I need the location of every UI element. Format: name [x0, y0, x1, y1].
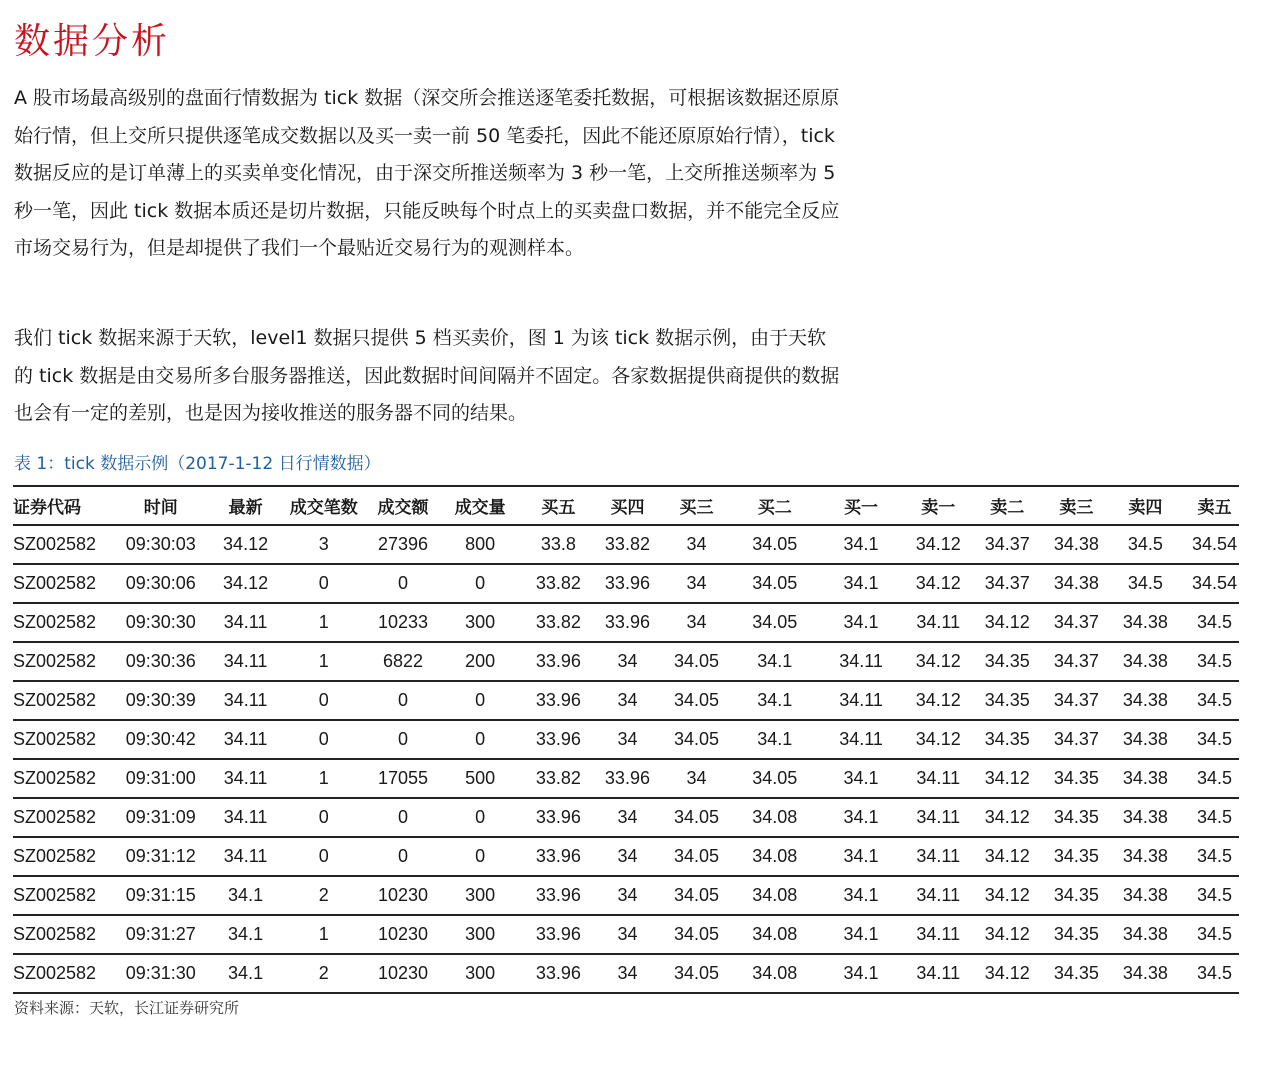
- column-header: 成交额: [359, 486, 446, 525]
- column-header: 卖二: [963, 486, 1052, 525]
- table-cell: 34.5: [1190, 642, 1239, 681]
- table-cell: 34.11: [914, 798, 963, 837]
- table-cell: 300: [447, 915, 514, 954]
- table-cell: 34.37: [1052, 681, 1101, 720]
- table-row: [13, 915, 1239, 954]
- column-header: 卖四: [1101, 486, 1190, 525]
- table-cell: 34.11: [808, 681, 914, 720]
- table-cell: 34.1: [203, 876, 288, 915]
- table-cell: 34.37: [1052, 603, 1101, 642]
- table-cell: 09:30:06: [119, 564, 203, 603]
- table-cell: 09:31:00: [119, 759, 203, 798]
- table-cell: 2: [288, 954, 359, 993]
- table-cell: 34.35: [1052, 798, 1101, 837]
- table-cell: 34.12: [963, 759, 1052, 798]
- table-cell: 34.35: [1052, 915, 1101, 954]
- table-row: [13, 720, 1239, 759]
- column-header: 成交量: [447, 486, 514, 525]
- table-cell: 34: [603, 837, 652, 876]
- table-cell: 0: [447, 681, 514, 720]
- table-cell: 34.5: [1190, 954, 1239, 993]
- table-cell: 34: [652, 564, 741, 603]
- table-cell: SZ002582: [13, 681, 119, 720]
- table-cell: 09:30:36: [119, 642, 203, 681]
- table-cell: 34: [603, 720, 652, 759]
- table-cell: 0: [447, 798, 514, 837]
- table-cell: 33.82: [514, 603, 603, 642]
- table-cell: 34.5: [1190, 837, 1239, 876]
- table-cell: 34.5: [1190, 798, 1239, 837]
- column-header: 卖五: [1190, 486, 1239, 525]
- table-cell: 1: [288, 642, 359, 681]
- table-cell: 33.96: [514, 642, 603, 681]
- table-cell: 10230: [359, 876, 446, 915]
- table-cell: 34.05: [652, 876, 741, 915]
- table-row: [13, 564, 1239, 603]
- table-cell: 3: [288, 525, 359, 564]
- table-cell: 34.11: [808, 720, 914, 759]
- table-cell: 10230: [359, 915, 446, 954]
- table-cell: 34.05: [741, 759, 808, 798]
- column-header: 买二: [741, 486, 808, 525]
- table-cell: 34: [603, 642, 652, 681]
- table-cell: 09:31:15: [119, 876, 203, 915]
- table-cell: 34.05: [652, 681, 741, 720]
- table-cell: 09:31:12: [119, 837, 203, 876]
- table-cell: 34.1: [808, 525, 914, 564]
- table-cell: 34.35: [1052, 759, 1101, 798]
- table-cell: 34.38: [1101, 876, 1190, 915]
- table-cell: 34.38: [1052, 525, 1101, 564]
- table-cell: 34.35: [1052, 837, 1101, 876]
- table-cell: 0: [359, 681, 446, 720]
- table-cell: 0: [359, 798, 446, 837]
- table-cell: 34: [603, 954, 652, 993]
- table-cell: 500: [447, 759, 514, 798]
- table-cell: 6822: [359, 642, 446, 681]
- column-header: 卖一: [914, 486, 963, 525]
- source-paragraph: 我们 tick 数据来源于天软，level1 数据只提供 5 档买卖价，图 1 为该 tick 数据示例，由于天软的 tick 数据是由交易所多台服务器推送，因此数据时间间隔并不固定。各家数据提供商提供的数据也会有一定的差别，也是因为接收推送的服务器不同的结果。: [14, 327, 840, 424]
- table-cell: 34.37: [963, 564, 1052, 603]
- table-cell: 33.82: [514, 564, 603, 603]
- table-cell: 33.82: [514, 759, 603, 798]
- table-cell: 33.96: [514, 837, 603, 876]
- table-cell: 34.05: [652, 915, 741, 954]
- table-cell: 33.96: [514, 876, 603, 915]
- table-cell: 33.8: [514, 525, 603, 564]
- table-cell: SZ002582: [13, 603, 119, 642]
- table-cell: 33.96: [514, 915, 603, 954]
- table-cell: 300: [447, 876, 514, 915]
- table-cell: 34.1: [203, 954, 288, 993]
- table-cell: 34.5: [1101, 525, 1190, 564]
- table-cell: 34.11: [203, 759, 288, 798]
- table-row: [13, 525, 1239, 564]
- table-cell: 09:30:42: [119, 720, 203, 759]
- table-cell: 34.05: [652, 720, 741, 759]
- table-cell: 34.12: [203, 564, 288, 603]
- column-header: 买四: [603, 486, 652, 525]
- table-cell: 10233: [359, 603, 446, 642]
- table-cell: 34.38: [1101, 759, 1190, 798]
- table-cell: 0: [447, 720, 514, 759]
- table-cell: 33.96: [603, 564, 652, 603]
- table-cell: 10230: [359, 954, 446, 993]
- table-cell: 09:31:30: [119, 954, 203, 993]
- table-cell: 34.08: [741, 954, 808, 993]
- table-cell: 34.12: [963, 915, 1052, 954]
- table-cell: 34.35: [963, 681, 1052, 720]
- table-cell: 34.11: [203, 642, 288, 681]
- table-cell: 34.11: [203, 798, 288, 837]
- column-header: 最新: [203, 486, 288, 525]
- table-cell: 34: [603, 915, 652, 954]
- table-cell: 34.12: [963, 603, 1052, 642]
- table-cell: 34.11: [914, 759, 963, 798]
- table-cell: 0: [359, 564, 446, 603]
- table-cell: 34: [603, 876, 652, 915]
- table-caption: 表 1：tick 数据示例（2017-1-12 日行情数据）: [14, 454, 381, 474]
- table-cell: 09:31:27: [119, 915, 203, 954]
- table-row: [13, 837, 1239, 876]
- table-cell: 34.12: [963, 954, 1052, 993]
- table-row: [13, 954, 1239, 993]
- table-cell: 34.38: [1101, 954, 1190, 993]
- table-row: [13, 876, 1239, 915]
- table-cell: 34.12: [914, 564, 963, 603]
- table-cell: 34.11: [914, 915, 963, 954]
- table-row: [13, 681, 1239, 720]
- table-cell: 2: [288, 876, 359, 915]
- table-cell: 33.82: [603, 525, 652, 564]
- table-cell: 34.1: [203, 915, 288, 954]
- table-cell: 34.5: [1190, 720, 1239, 759]
- table-cell: 34.37: [1052, 720, 1101, 759]
- table-cell: 34.05: [741, 603, 808, 642]
- table-cell: 34.1: [741, 681, 808, 720]
- table-cell: 34.54: [1190, 525, 1239, 564]
- table-cell: 34.37: [963, 525, 1052, 564]
- source-note: 资料来源：天软，长江证券研究所: [14, 999, 240, 1017]
- table-cell: 34.12: [963, 876, 1052, 915]
- table-cell: 0: [288, 720, 359, 759]
- table-cell: 34.37: [1052, 642, 1101, 681]
- table-cell: 34.05: [652, 642, 741, 681]
- column-header: 买一: [808, 486, 914, 525]
- table-cell: 33.96: [514, 720, 603, 759]
- table-cell: 34.5: [1190, 876, 1239, 915]
- table-cell: 09:30:30: [119, 603, 203, 642]
- table-cell: 34.5: [1190, 759, 1239, 798]
- table-cell: 34: [603, 681, 652, 720]
- table-cell: 34.11: [203, 681, 288, 720]
- table-cell: 09:30:03: [119, 525, 203, 564]
- table-cell: 34.11: [203, 603, 288, 642]
- table-cell: 34.08: [741, 837, 808, 876]
- table-cell: 34.38: [1101, 720, 1190, 759]
- table-cell: 0: [288, 798, 359, 837]
- table-row: [13, 603, 1239, 642]
- table-cell: 34: [603, 798, 652, 837]
- table-header-row: [13, 486, 1239, 525]
- table-row: [13, 798, 1239, 837]
- table-cell: 34.1: [808, 915, 914, 954]
- table-cell: SZ002582: [13, 720, 119, 759]
- table-cell: 34.08: [741, 798, 808, 837]
- table-cell: 200: [447, 642, 514, 681]
- table-cell: SZ002582: [13, 564, 119, 603]
- table-cell: 34.05: [652, 798, 741, 837]
- table-cell: 34.54: [1190, 564, 1239, 603]
- table-cell: 34.11: [914, 603, 963, 642]
- table-cell: 0: [288, 837, 359, 876]
- table-cell: 34: [652, 759, 741, 798]
- table-cell: SZ002582: [13, 837, 119, 876]
- table-cell: 0: [288, 681, 359, 720]
- table-cell: 34.5: [1190, 603, 1239, 642]
- table-cell: 34: [652, 525, 741, 564]
- table-cell: 0: [288, 564, 359, 603]
- table-cell: 34.08: [741, 876, 808, 915]
- table-cell: 1: [288, 915, 359, 954]
- table-cell: 34.35: [963, 642, 1052, 681]
- table-cell: 34.11: [914, 954, 963, 993]
- table-cell: 34.1: [808, 837, 914, 876]
- table-cell: 34.1: [808, 759, 914, 798]
- table-cell: SZ002582: [13, 759, 119, 798]
- table-cell: 34.12: [914, 720, 963, 759]
- table-cell: 34.38: [1101, 798, 1190, 837]
- table-cell: SZ002582: [13, 525, 119, 564]
- table-cell: 34.38: [1101, 915, 1190, 954]
- column-header: 证券代码: [13, 486, 119, 525]
- table-row: [13, 759, 1239, 798]
- table-cell: 34.38: [1052, 564, 1101, 603]
- column-header: 时间: [119, 486, 203, 525]
- table-cell: 34.12: [963, 837, 1052, 876]
- table-cell: 34.38: [1101, 603, 1190, 642]
- table-row: [13, 642, 1239, 681]
- table-cell: 0: [447, 564, 514, 603]
- table-cell: 34.12: [914, 681, 963, 720]
- table-cell: 33.96: [514, 681, 603, 720]
- table-cell: 0: [447, 837, 514, 876]
- section-heading: 数据分析: [14, 21, 171, 62]
- table-cell: 800: [447, 525, 514, 564]
- table-cell: 0: [359, 720, 446, 759]
- table-cell: 34.05: [741, 525, 808, 564]
- table-cell: 34.12: [914, 642, 963, 681]
- table-cell: 34.05: [741, 564, 808, 603]
- table-cell: 34.12: [203, 525, 288, 564]
- column-header: 买五: [514, 486, 603, 525]
- table-cell: 34.1: [808, 798, 914, 837]
- table-cell: 34.11: [203, 720, 288, 759]
- table-cell: 34.12: [963, 798, 1052, 837]
- table-cell: 34.38: [1101, 681, 1190, 720]
- table-cell: 34.5: [1190, 915, 1239, 954]
- table-cell: 34.1: [741, 642, 808, 681]
- table-cell: 1: [288, 603, 359, 642]
- table-cell: 34.05: [652, 837, 741, 876]
- table-cell: 34.11: [203, 837, 288, 876]
- table-cell: 33.96: [603, 759, 652, 798]
- table-cell: SZ002582: [13, 915, 119, 954]
- table-cell: 34.05: [652, 954, 741, 993]
- tick-data-table: [13, 485, 1239, 994]
- table-cell: 34.12: [914, 525, 963, 564]
- table-cell: 34.5: [1190, 681, 1239, 720]
- table-cell: 34.1: [808, 603, 914, 642]
- table-cell: 1: [288, 759, 359, 798]
- table-cell: 34.1: [808, 564, 914, 603]
- table-cell: 34.38: [1101, 837, 1190, 876]
- table-cell: SZ002582: [13, 642, 119, 681]
- table-cell: SZ002582: [13, 954, 119, 993]
- table-cell: 34.35: [1052, 876, 1101, 915]
- intro-paragraph: A 股市场最高级别的盘面行情数据为 tick 数据（深交所会推送逐笔委托数据，可根据该数据还原原始行情，但上交所只提供逐笔成交数据以及买一卖一前 50 笔委托，因此不能还原原始行情），tick 数据反应的是订单薄上的买卖单变化情况，由于深交所推送频率为 3 秒一笔，上交所推送频率为 5 秒一笔，因此 tick 数据本质还是切片数据，只能反映每个时点上的买卖盘口数据，并不能完全反应市场交易行为，但是却提供了我们一个最贴近交易行为的观测样本。: [14, 87, 840, 259]
- column-header: 买三: [652, 486, 741, 525]
- table-cell: 33.96: [514, 954, 603, 993]
- table-cell: 09:31:09: [119, 798, 203, 837]
- table-cell: 0: [359, 837, 446, 876]
- table-cell: 34: [652, 603, 741, 642]
- table-cell: SZ002582: [13, 876, 119, 915]
- table-cell: 34.11: [914, 837, 963, 876]
- table-cell: 17055: [359, 759, 446, 798]
- table-cell: 34.35: [963, 720, 1052, 759]
- table-cell: SZ002582: [13, 798, 119, 837]
- table-cell: 34.38: [1101, 642, 1190, 681]
- table-cell: 33.96: [514, 798, 603, 837]
- table-cell: 300: [447, 954, 514, 993]
- table-cell: 34.5: [1101, 564, 1190, 603]
- table-cell: 34.1: [808, 954, 914, 993]
- column-header: 成交笔数: [288, 486, 359, 525]
- table-cell: 34.1: [808, 876, 914, 915]
- table-cell: 34.35: [1052, 954, 1101, 993]
- column-header: 卖三: [1052, 486, 1101, 525]
- table-cell: 09:30:39: [119, 681, 203, 720]
- table-cell: 300: [447, 603, 514, 642]
- table-cell: 33.96: [603, 603, 652, 642]
- table-cell: 34.08: [741, 915, 808, 954]
- table-cell: 34.1: [741, 720, 808, 759]
- table-cell: 34.11: [914, 876, 963, 915]
- table-cell: 34.11: [808, 642, 914, 681]
- table-cell: 27396: [359, 525, 446, 564]
